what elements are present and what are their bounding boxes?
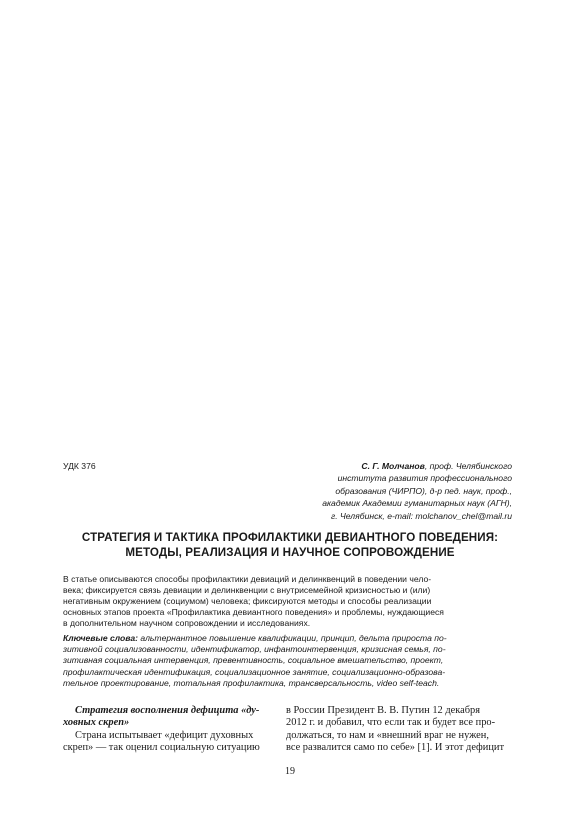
body-line: должаться, то нам и «внешний враг не нужен, [286, 729, 489, 741]
keywords-label: Ключевые слова: [63, 633, 138, 643]
body-line: в России Президент В. В. Путин 12 декабря [286, 705, 480, 716]
page-number: 19 [285, 766, 295, 777]
body-line: все развалится само по себе» [1]. И этот дефицит [286, 742, 505, 754]
left-column [63, 705, 273, 755]
author-line: образования (ЧИРПО), д-р пед. наук, проф., [335, 485, 512, 496]
udk-code: УДК 376 [63, 461, 96, 471]
author-line: С. Г. Молчанов, проф. Челябинского [361, 461, 512, 471]
title-line: МЕТОДЫ, РЕАЛИЗАЦИЯ И НАУЧНОЕ СОПРОВОЖДЕНИЕ [125, 546, 455, 559]
keywords-line: зитивная социальная интервенция, превентивность, социальное вмешательство, проект, [63, 655, 444, 666]
abstract-line: В статье описываются способы профилактики девиаций и делинквенций в поведении чело- [63, 574, 432, 584]
keywords-line: профилактическая идентификация, социализационное занятие, социализационно-образова- [63, 666, 446, 677]
body-line: 2012 г. и добавил, что если так и будет все про- [286, 717, 496, 729]
author-line: академик Академии гуманитарных наук (АГН), [322, 498, 512, 509]
author-name: С. Г. Молчанов [361, 461, 425, 471]
author-line: института развития профессионального [337, 473, 512, 484]
keywords [63, 633, 518, 689]
abstract-line: века; фиксируется связь девиации и делинквенции с внутрисемейной кризисностью и (или) [63, 585, 431, 595]
author-contact: г. Челябинск, e-mail: molchanov_chel@mail.ru [331, 510, 512, 521]
keywords-line: Ключевые слова: альтернантное повышение квалификации, принцип, дельта прироста по- [63, 633, 447, 643]
keywords-line: зитивной социализованности, идентификатор, инфантоинтервенция, кризисная семья, по- [63, 644, 446, 655]
title-line: СТРАТЕГИЯ И ТАКТИКА ПРОФИЛАКТИКИ ДЕВИАНТНОГО ПОВЕДЕНИЯ: [81, 531, 499, 544]
abstract-line: негативным окружением (социумом) человека; фиксируются методы и способы реализации [63, 596, 432, 606]
keywords-line: тельное проектирование, тотальная профилактика, трансверсальность, video self-teach. [63, 677, 440, 688]
body-line: скреп» — так оценил социальную ситуацию [63, 742, 260, 754]
section-heading: Стратегия восполнения дефицита «ду- ховных скреп» [63, 705, 260, 729]
author-info [252, 460, 512, 522]
abstract [63, 574, 518, 629]
right-column [286, 705, 518, 755]
abstract-line: в дополнительном научном сопровождении и исследованиях. [63, 618, 311, 628]
body-line: Страна испытывает «дефицит духовных [75, 729, 254, 741]
abstract-line: основных этапов проекта «Профилактика девиантного поведения» и проблемы, нуждающиеся [63, 607, 444, 617]
article-title [60, 530, 520, 560]
